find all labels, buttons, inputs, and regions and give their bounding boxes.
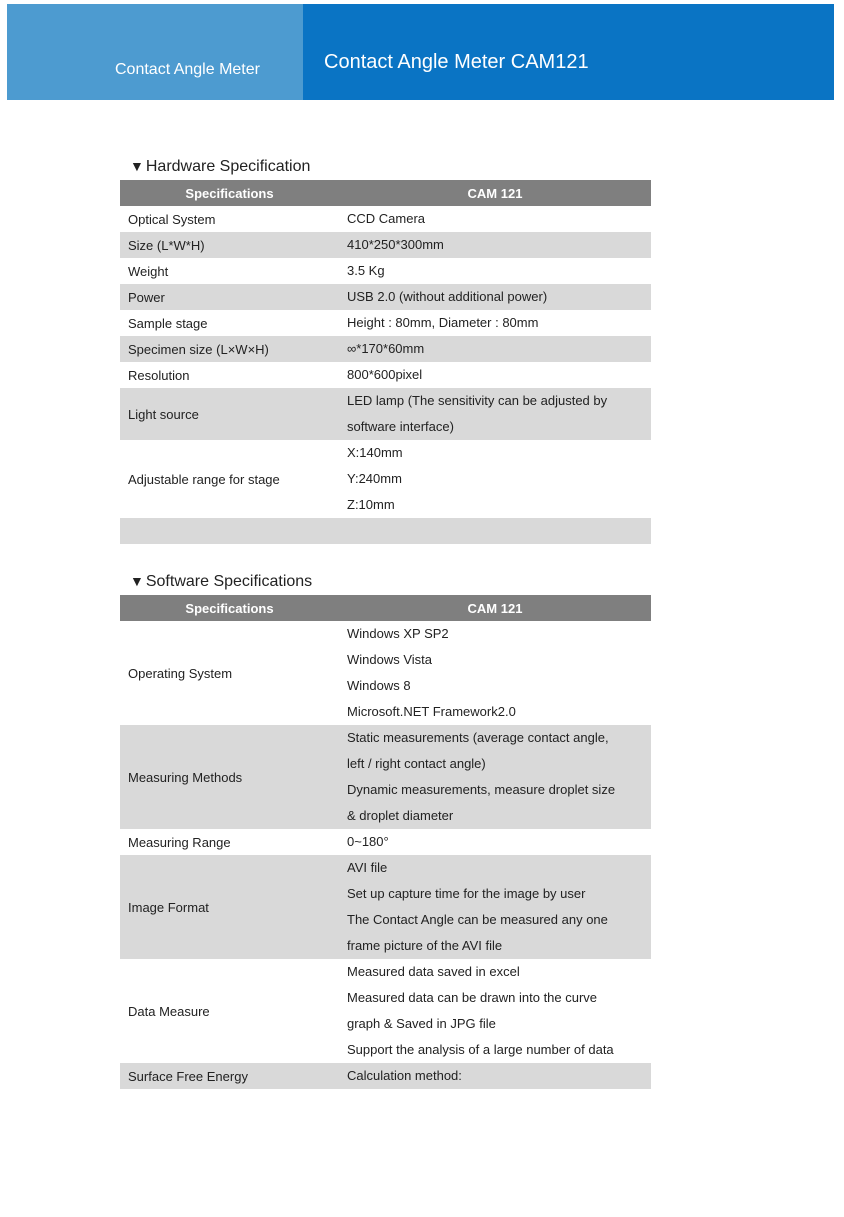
spec-value-line: 3.5 Kg xyxy=(347,263,385,278)
down-triangle-icon: ▼ xyxy=(130,158,144,174)
header-banner xyxy=(7,4,834,100)
spec-value-line: X:140mm xyxy=(347,445,403,460)
table-row xyxy=(120,336,651,362)
spec-value xyxy=(339,855,651,959)
header-left-panel xyxy=(7,4,303,100)
spec-value xyxy=(339,362,651,388)
spec-value-line: ∞*170*60mm xyxy=(347,341,425,356)
spec-label xyxy=(120,518,339,544)
spec-value-line: Windows Vista xyxy=(347,652,433,667)
hardware-title-text: Hardware Specification xyxy=(145,158,311,175)
spec-value-line: 0~180° xyxy=(347,834,389,849)
table-header-row xyxy=(120,595,651,621)
spec-value-line: Measured data saved in excel xyxy=(347,964,520,979)
spec-value-line: frame picture of the AVI file xyxy=(347,938,503,953)
spec-value-line: Height : 80mm, Diameter : 80mm xyxy=(347,315,539,330)
spec-value-line: Z:10mm xyxy=(347,497,395,512)
table-row xyxy=(120,621,651,725)
spec-value xyxy=(339,388,651,440)
spec-value xyxy=(339,258,651,284)
table-row xyxy=(120,1063,651,1089)
table-row xyxy=(120,258,651,284)
table-row xyxy=(120,284,651,310)
table-row xyxy=(120,829,651,855)
header-right-title: Contact Angle Meter CAM121 xyxy=(324,51,589,73)
table-row xyxy=(120,232,651,258)
column-header-spec: Specifications xyxy=(120,180,339,206)
spec-value-line: 800*600pixel xyxy=(347,367,423,382)
spec-value-line: 410*250*300mm xyxy=(347,237,444,252)
spec-value xyxy=(339,232,651,258)
spec-value xyxy=(339,959,651,1063)
spec-label: Size (L*W*H) xyxy=(120,232,339,258)
spec-value-line: AVI file xyxy=(347,860,388,875)
table-row xyxy=(120,206,651,232)
table-row xyxy=(120,855,651,959)
software-spec-table xyxy=(120,595,651,1089)
software-section-title xyxy=(130,573,312,591)
spec-value-line: Calculation method: xyxy=(347,1068,462,1083)
spec-label: Image Format xyxy=(120,855,339,959)
spec-value-line: Static measurements (average contact angle, xyxy=(347,730,609,745)
table-header-row xyxy=(120,180,651,206)
spec-value-line: Windows XP SP2 xyxy=(347,626,449,641)
spec-label: Power xyxy=(120,284,339,310)
spec-value-line: Measured data can be drawn into the curve xyxy=(347,990,598,1005)
spec-value-line: CCD Camera xyxy=(347,211,426,226)
spec-value xyxy=(339,829,651,855)
spec-label: Measuring Range xyxy=(120,829,339,855)
table-row xyxy=(120,440,651,518)
header-left-title: Contact Angle Meter xyxy=(115,61,260,78)
spec-label: Data Measure xyxy=(120,959,339,1063)
software-title-text: Software Specifications xyxy=(145,573,313,590)
table-row xyxy=(120,959,651,1063)
spec-value xyxy=(339,725,651,829)
spec-label: Optical System xyxy=(120,206,339,232)
column-header-model: CAM 121 xyxy=(339,180,651,206)
spec-value-line: graph & Saved in JPG file xyxy=(347,1016,496,1031)
spec-label: Weight xyxy=(120,258,339,284)
spec-label: Measuring Methods xyxy=(120,725,339,829)
spec-value-line: & droplet diameter xyxy=(347,808,454,823)
down-triangle-icon: ▼ xyxy=(130,573,144,589)
spec-label: Light source xyxy=(120,388,339,440)
spec-label: Operating System xyxy=(120,621,339,725)
spec-label: Adjustable range for stage xyxy=(120,440,339,518)
spec-value xyxy=(339,518,651,544)
header-right-panel xyxy=(303,4,834,100)
spec-value-line: The Contact Angle can be measured any one xyxy=(347,912,608,927)
spec-value xyxy=(339,206,651,232)
spec-value xyxy=(339,1063,651,1089)
spec-value xyxy=(339,310,651,336)
spec-value-line: Microsoft.NET Framework2.0 xyxy=(347,704,516,719)
spec-value-line: USB 2.0 (without additional power) xyxy=(347,289,548,304)
spec-label: Surface Free Energy xyxy=(120,1063,339,1089)
spec-value xyxy=(339,336,651,362)
table-row xyxy=(120,310,651,336)
spec-value-line: Y:240mm xyxy=(347,471,402,486)
spec-label: Specimen size (L×W×H) xyxy=(120,336,339,362)
column-header-spec: Specifications xyxy=(120,595,339,621)
table-row xyxy=(120,725,651,829)
spec-value-line: Set up capture time for the image by user xyxy=(347,886,586,901)
spec-value xyxy=(339,621,651,725)
hardware-section-title xyxy=(130,158,310,176)
table-row xyxy=(120,362,651,388)
spec-value xyxy=(339,284,651,310)
spec-value-line xyxy=(347,518,651,544)
spec-value-line: LED lamp (The sensitivity can be adjusted by xyxy=(347,393,608,408)
column-header-model: CAM 121 xyxy=(339,595,651,621)
spec-value-line: software interface) xyxy=(347,419,454,434)
spec-label: Resolution xyxy=(120,362,339,388)
spec-value-line: Support the analysis of a large number of data xyxy=(347,1042,614,1057)
table-row xyxy=(120,388,651,440)
spec-value xyxy=(339,440,651,518)
hardware-spec-table xyxy=(120,180,651,544)
spec-value-line: Windows 8 xyxy=(347,678,411,693)
spec-value-line: Dynamic measurements, measure droplet size xyxy=(347,782,616,797)
table-row xyxy=(120,518,651,544)
spec-label: Sample stage xyxy=(120,310,339,336)
spec-value-line: left / right contact angle) xyxy=(347,756,486,771)
